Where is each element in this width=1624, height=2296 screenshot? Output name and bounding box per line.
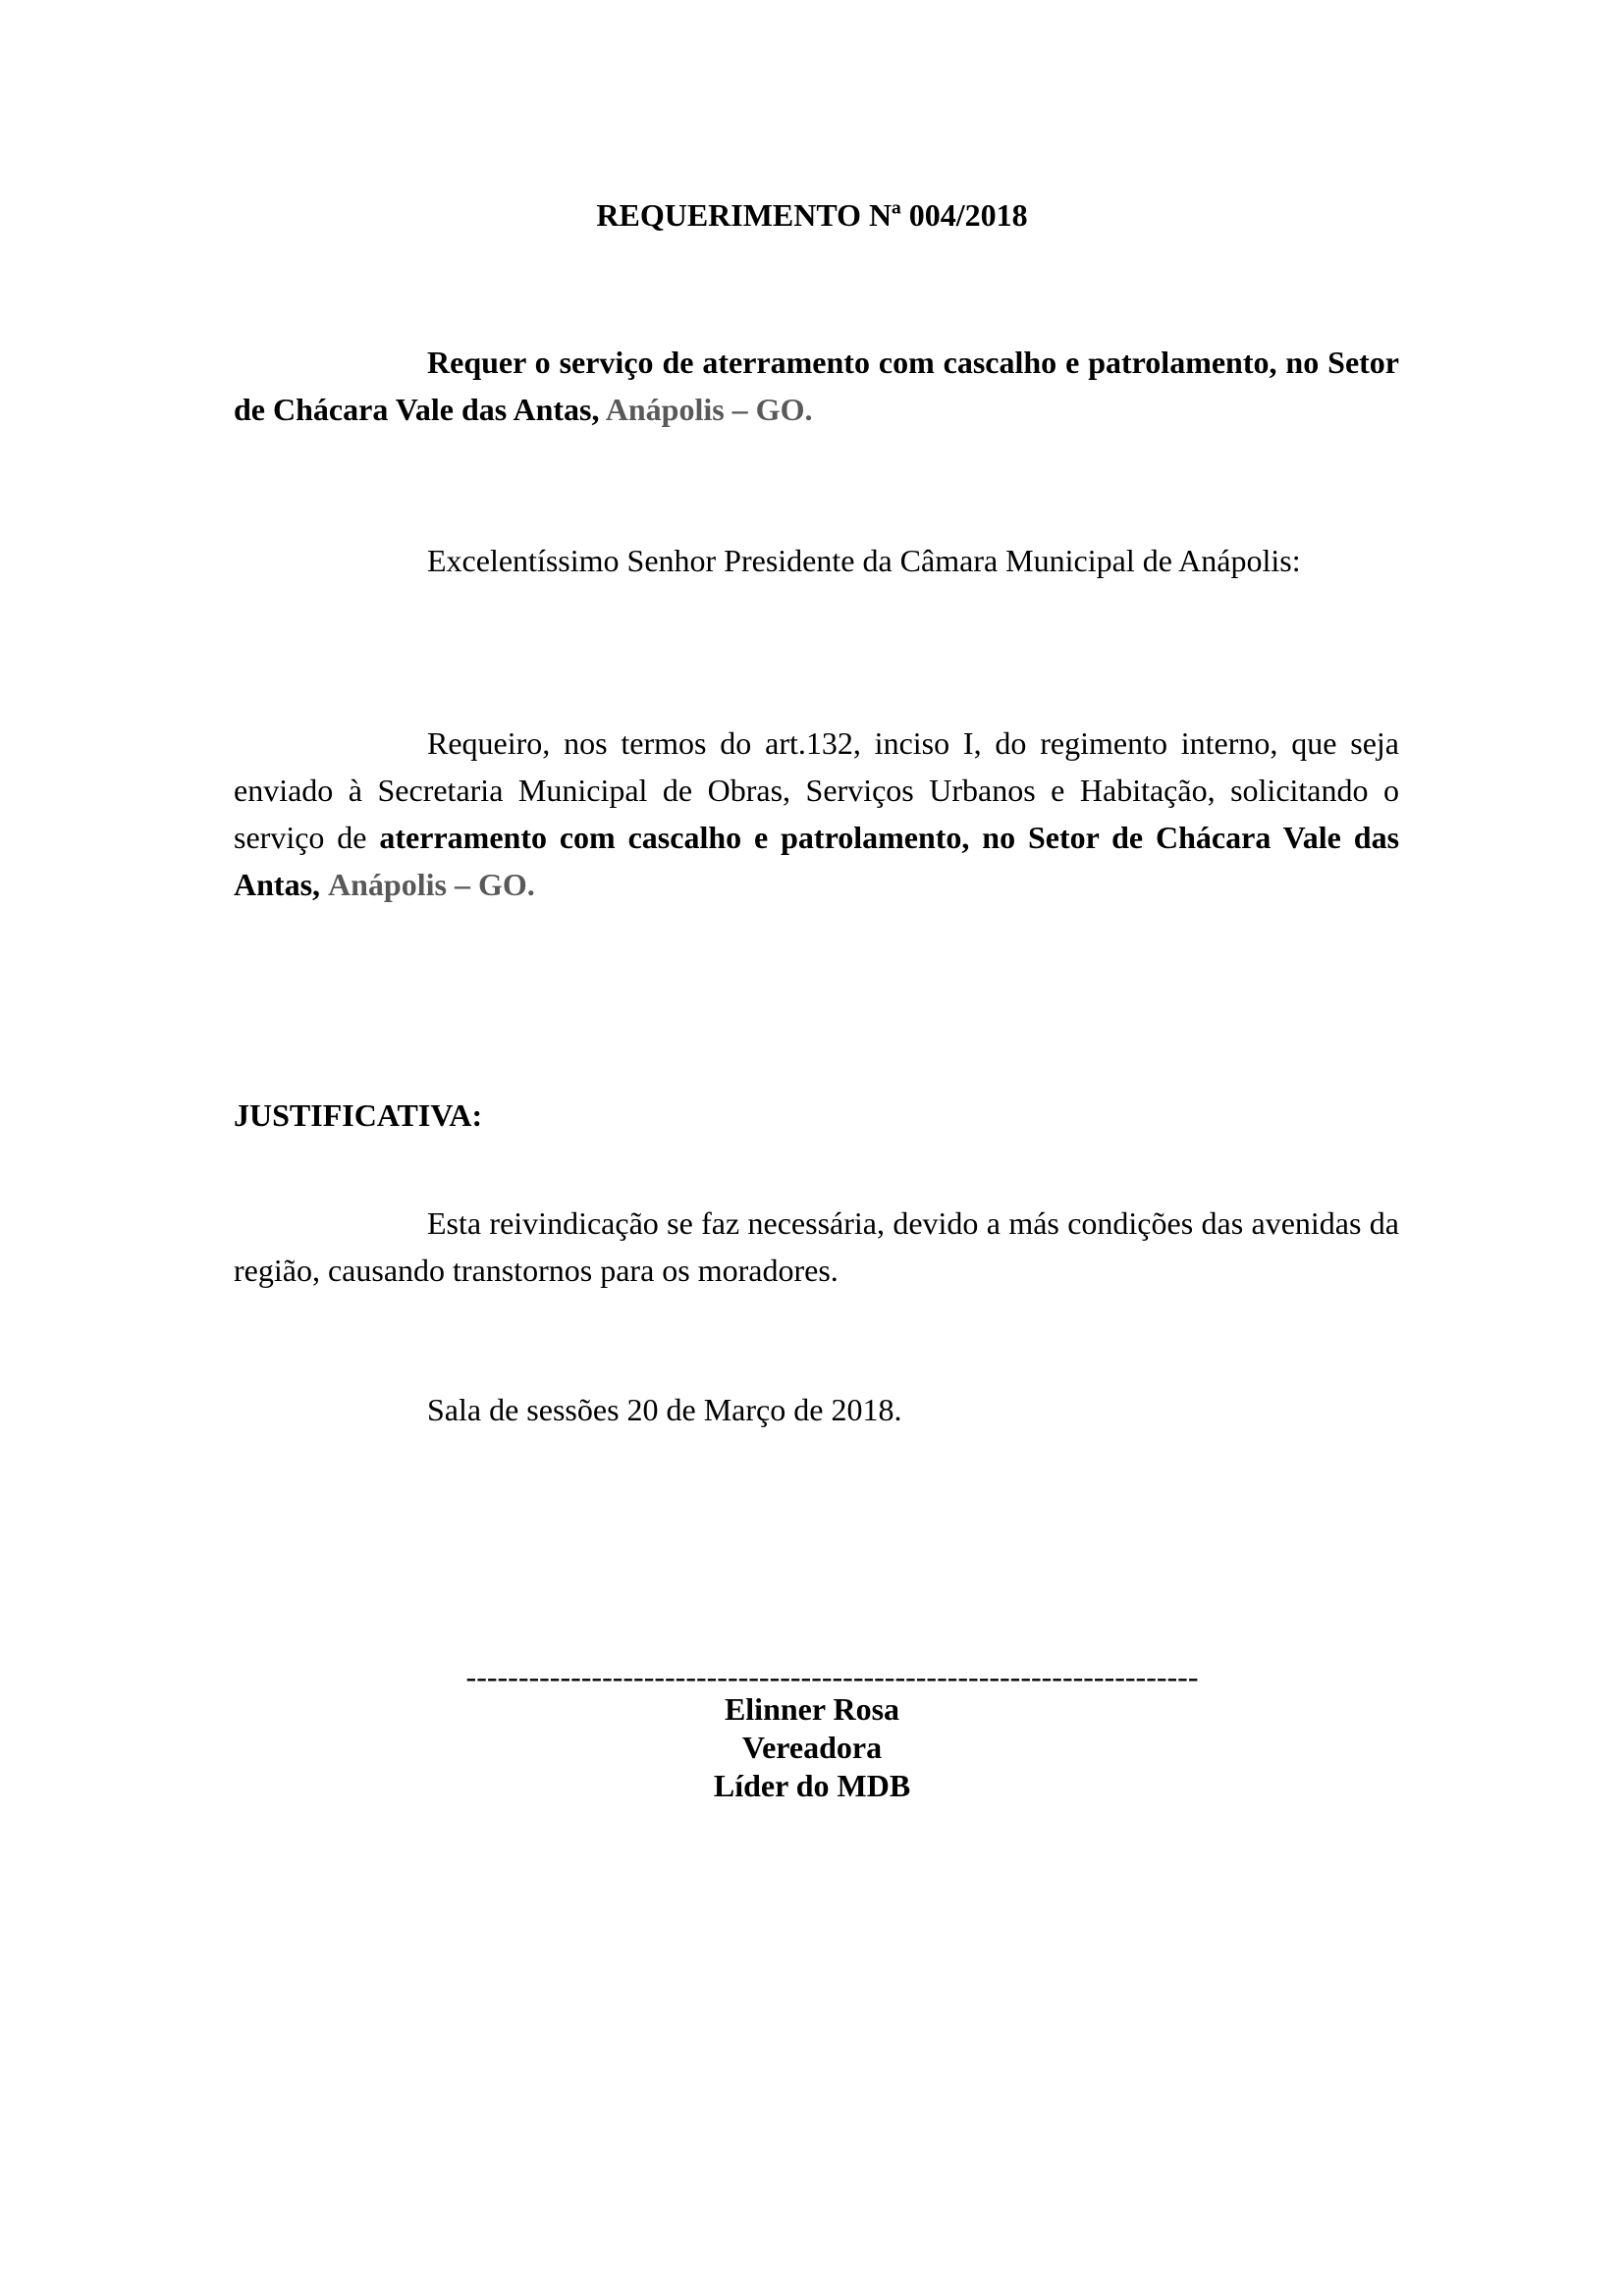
subject-text: Requer o serviço de aterramento com cascalho e patrolamento, no Setor de Chácara Vale das Antas, bbox=[234, 345, 1399, 427]
document-title: REQUERIMENTO Nª 004/2018 bbox=[596, 197, 1028, 233]
subject-place: Anápolis – GO. bbox=[605, 392, 813, 427]
signer-role: Vereadora bbox=[741, 1730, 883, 1765]
request-service: aterramento com cascalho e patrolamento, no Setor de Chácara Vale das Antas, bbox=[234, 820, 1400, 902]
subject-paragraph bbox=[234, 339, 1399, 433]
request-place: Anápolis – GO. bbox=[328, 867, 535, 902]
justification-heading: JUSTIFICATIVA: bbox=[234, 1097, 483, 1133]
greeting: Excelentíssimo Senhor Presidente da Câmara Municipal de Anápolis: bbox=[427, 543, 1301, 578]
signer-name: Elinner Rosa bbox=[724, 1691, 900, 1727]
date-line: Sala de sessões 20 de Março de 2018. bbox=[427, 1392, 902, 1427]
signer-party: Líder do MDB bbox=[713, 1768, 911, 1803]
request-paragraph bbox=[234, 720, 1399, 908]
request-intro: Requeiro, nos termos do art.132, inciso I, do regimento interno, que seja enviado à Secretaria Municipal de Obras, Serviços Urbanos e Habitação, solicitando o serviço de bbox=[234, 725, 1399, 855]
signature-line: ---------------------------------------------------------------------- bbox=[465, 1659, 1199, 1694]
justification-body: Esta reivindicação se faz necessária, devido a más condições das avenidas da região, causando transtornos para os moradores. bbox=[234, 1205, 1399, 1288]
